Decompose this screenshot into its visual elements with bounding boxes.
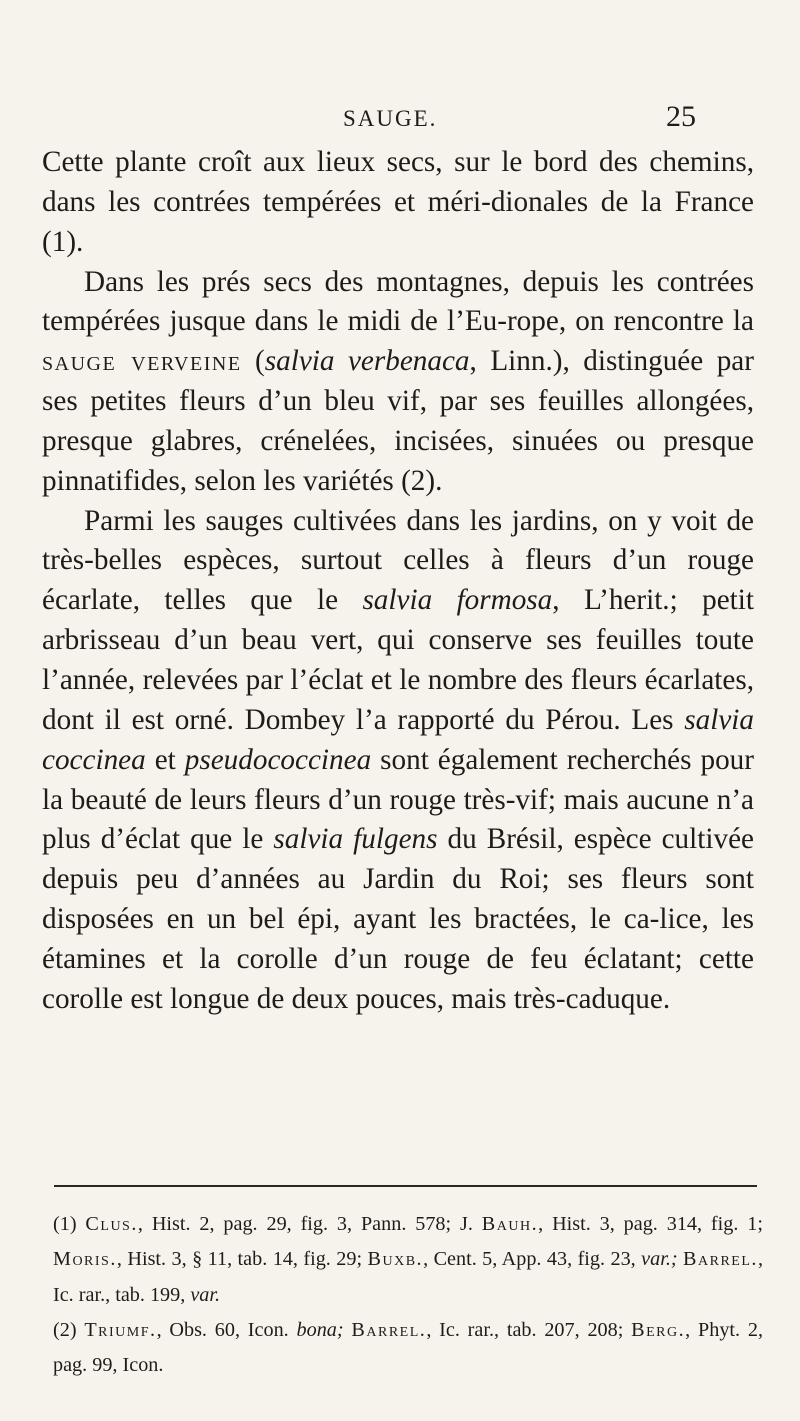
latin-name: salvia verbenaca [264,345,470,378]
footnote-text: , Hist. 3, § 11, tab. 14, fig. 29; [116,1248,368,1271]
author-name: Barrel. [683,1248,758,1271]
paragraph-3 [42,502,754,1020]
author-name: Barrel. [351,1318,427,1341]
latin-name: pseudococcinea [184,743,372,776]
latin-name: salvia formosa [362,584,553,617]
author-name: Berg. [631,1318,686,1341]
paragraph-2-text-c: , Linn.), distinguée par ses petites fleurs d’un bleu vif, par ses feuilles allongées, presque glabres, crénelées, incisées, sinuées ou presque pinnatifides, selon les variétés (2). [42,345,754,497]
footnote-text: , Cent. 5, App. 43, fig. 23, [423,1248,642,1271]
author-name: Bauh. [481,1213,539,1235]
running-head-title: SAUGE. [343,106,438,131]
footnote-italic: bona; [296,1318,344,1341]
latin-name: salvia coccinea [42,703,754,776]
footnote-italic: var.; [641,1248,678,1271]
paragraph-2-text-a: Dans les prés secs des montagnes, depuis les contrées tempérées jusque dans le midi de l’Eu-rope, on rencontre la [42,265,754,338]
paragraph-3-text-b: , L’herit.; petit arbrisseau d’un beau vert, qui conserve ses feuilles toute l’année, relevées par l’éclat et le nombre des fleurs écarlates, dont il est orné. Dombey l’a rapporté du Pérou. Les [42,584,754,736]
footnote-marker: (1) [53,1213,86,1235]
paragraph-3-text-e: du Brésil, espèce cultivée depuis peu d’années au Jardin du Roi; ses fleurs sont disposées en un bel épi, ayant les bractées, le ca-lice, les étamines et la corolle d’un rouge de feu éclatant; cette corolle est longue de deux pouces, mais très-caduque. [42,823,754,1015]
paragraph-2 [42,263,754,502]
footnote-text: , Obs. 60, Icon. [156,1318,297,1341]
paragraph-3-text-d: sont également recherchés pour la beauté de leurs fleurs d’un rouge très-vif; mais aucune n’a plus d’éclat que le [42,743,754,856]
author-name: Triumf. [84,1318,157,1341]
footnote-1 [53,1207,763,1313]
paragraph-2-text-b: ( [241,345,265,378]
footnote-marker: (2) [53,1318,85,1341]
footnote-2 [53,1313,763,1384]
paragraph-1-text: Cette plante croît aux lieux secs, sur le bord des chemins, dans les contrées tempérées et méri-dionales de la France (1). [42,146,754,258]
author-name: Buxb. [367,1248,424,1271]
author-name: Clus. [85,1213,138,1235]
author-name: Moris. [53,1248,117,1271]
footnote-divider [54,1185,757,1187]
footnote-text: , Hist. 3, pag. 314, fig. 1; [538,1213,763,1235]
paragraph-3-text-a: Parmi les sauges cultivées dans les jardins, on y voit de très-belles espèces, surtout celles à fleurs d’un rouge écarlate, telles que le [42,504,754,617]
latin-name: salvia fulgens [273,823,438,856]
footnote-text: , Hist. 2, pag. 29, fig. 3, Pann. 578; J. [137,1213,482,1235]
paragraph-3-text-c: et [145,743,185,776]
footnote-text: , Phyt. 2, pag. 99, Icon. [53,1318,763,1377]
species-name-smallcaps: sauge verveine [42,345,242,378]
footnotes [53,1207,763,1383]
body-text [42,143,754,1020]
footnote-text: , Ic. rar., tab. 207, 208; [426,1318,632,1341]
page-number: 25 [666,100,696,133]
footnote-italic: var. [190,1283,221,1306]
footnote-text: , Ic. rar., tab. 199, [53,1248,763,1306]
paragraph-1 [42,143,754,263]
